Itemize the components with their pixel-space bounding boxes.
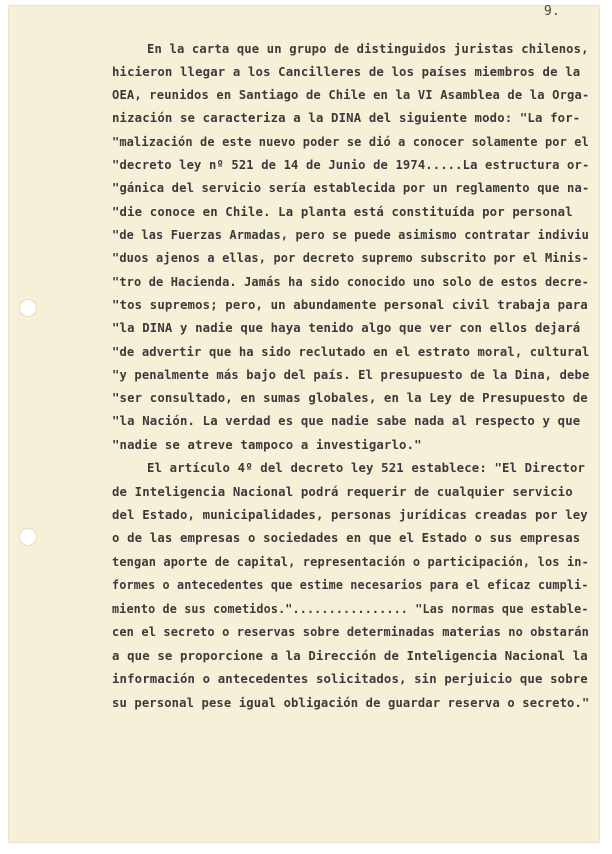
text-line: "tos supremos; pero, un abundamente personal civil trabaja para [112,298,588,312]
text-line: "tro de Hacienda. Jamás ha sido conocido uno solo de estos decre- [112,275,589,289]
text-line: "de advertir que ha sido reclutado en el estrato moral, cultural [112,345,590,359]
text-line: a que se proporcione a la Dirección de Inteligencia Nacional la [112,649,588,663]
text-line: tengan aporte de capital, representación o participación, los in- [112,555,589,569]
punch-hole-top [19,299,37,317]
text-line: de Inteligencia Nacional podrá requerir de cualquier servicio [112,485,573,499]
text-line: "die conoce en Chile. La planta está constituída por personal [112,205,573,219]
text-line: formes o antecedentes que estime necesarios para el eficaz cumpli- [112,578,589,592]
page-number: 9. [544,4,560,19]
text-line: "gánica del servicio sería establecida por un reglamento que na- [112,181,590,195]
text-line: información o antecedentes solicitados, sin perjuicio que sobre [112,672,588,686]
text-line: cen el secreto o reservas sobre determinadas materias no obstarán [112,625,589,639]
text-line: "nadie se atreve tampoco a investigarlo." [112,438,422,452]
text-line: "decreto ley nº 521 de 14 de Junio de 1974.....La estructura or- [112,158,590,172]
text-line: miento de sus cometidos."................ "Las normas que estable- [112,602,589,616]
text-line: del Estado, municipalidades, personas jurídicas creadas por ley [112,508,588,522]
text-line: "de las Fuerzas Armadas, pero se puede asimismo contratar indiviu [112,228,589,242]
text-line: "ser consultado, en sumas globales, en la Ley de Presupuesto de [112,391,588,405]
text-line: o de las empresas o sociedades en que el Estado o sus empresas [112,531,581,545]
text-line: El artículo 4º del decreto ley 521 establece: "El Director [147,461,586,475]
text-line: "malización de este nuevo poder se dió a conocer solamente por el [112,135,589,149]
text-line: su personal pese igual obligación de guardar reserva o secreto." [112,696,590,710]
text-line: "duos ajenos a ellas, por decreto supremo subscrito por el Minis- [112,251,589,265]
text-line: En la carta que un grupo de distinguidos juristas chilenos, [147,42,589,56]
text-line: hicieron llegar a los Cancilleres de los países miembros de la [112,65,581,79]
text-line: "la Nación. La verdad es que nadie sabe nada al respecto y que [112,414,581,428]
text-line: OEA, reunidos en Santiago de Chile en la VI Asamblea de la Orga- [112,88,590,102]
text-line: "la DINA y nadie que haya tenido algo que ver con ellos dejará [112,321,581,335]
document-page [9,6,599,842]
text-line: "y penalmente más bajo del país. El presupuesto de la Dina, debe [112,368,590,382]
punch-hole-bottom [19,528,37,546]
text-line: nización se caracteriza a la DINA del siguiente modo: "La for- [112,111,581,125]
